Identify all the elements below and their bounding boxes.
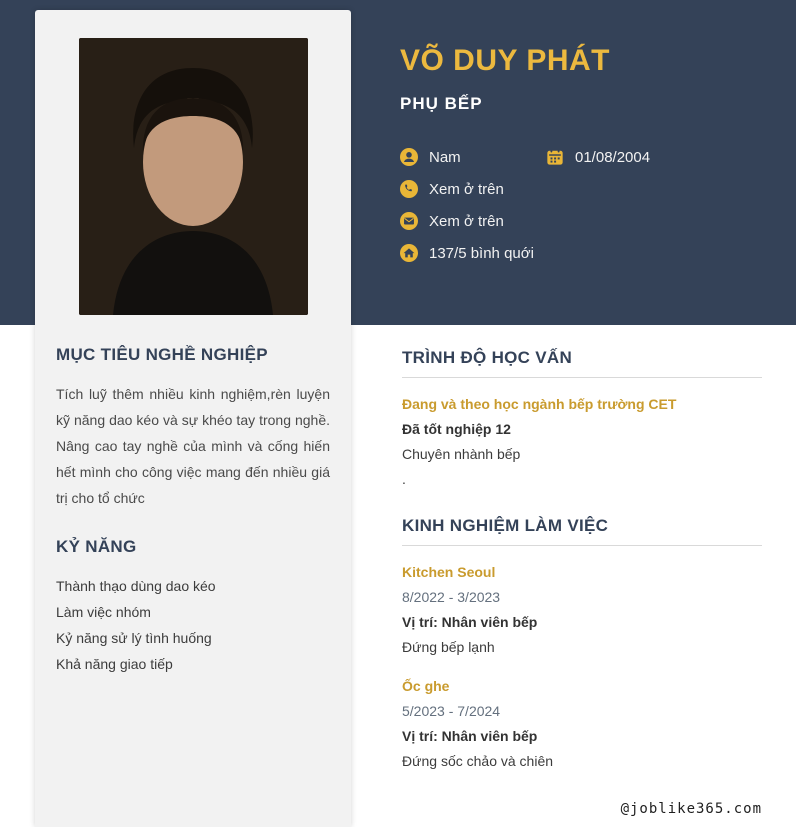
job-company: Kitchen Seoul [402,564,496,580]
job-position: Vị trí: Nhân viên bếp [402,614,538,630]
left-column-card [35,10,351,827]
contact-row [400,180,770,198]
job-description: Đứng bếp lạnh [402,639,495,655]
job-period: 5/2023 - 7/2024 [402,703,501,719]
skills-heading: KỶ NĂNG [56,537,137,556]
skill-item: Khả năng giao tiếp [56,656,173,672]
email-icon [400,212,418,230]
header-right [400,44,770,262]
experience-section [402,516,762,774]
skill-item: Làm việc nhóm [56,604,151,620]
contact-phone [400,180,504,198]
education-note: . [402,471,406,487]
contact-address [400,244,534,262]
person-job-title: PHỤ BẾP [400,94,483,113]
contact-row [400,148,770,166]
job-company: Ốc ghe [402,678,450,694]
contact-text: Xem ở trên [429,212,504,230]
skills-list [56,573,330,677]
education-school: Đang và theo học ngành bếp trường CET [402,396,677,412]
phone-icon [400,180,418,198]
job-description: Đứng sốc chảo và chiên [402,753,554,769]
contact-dob [546,148,650,166]
home-icon [400,244,418,262]
portrait-silhouette [79,38,308,315]
contact-text: Nam [429,148,461,166]
education-section [402,348,762,492]
user-icon [400,148,418,166]
contact-text: Xem ở trên [429,180,504,198]
job-entry [402,560,762,660]
contact-info [400,148,770,262]
skill-item: Thành thạo dùng dao kéo [56,578,216,594]
objective-text: Tích luỹ thêm nhiều kinh nghiệm,rèn luyện kỹ năng dao kéo và sự khéo tay trong nghề. Nâng cao tay nghề của mình và cống hiến hết mình cho công việc mang đến nhiều giá trị cho tổ chức [56,386,330,506]
contact-row [400,244,770,262]
objective-heading: MỤC TIÊU NGHỀ NGHIỆP [56,345,268,364]
watermark: @joblike365.com [620,801,762,817]
contact-text: 01/08/2004 [575,148,651,166]
contact-gender [400,148,546,166]
contact-text: 137/5 bình quới [429,244,534,262]
job-entry [402,674,762,774]
skill-item: Kỷ năng sử lý tình huống [56,630,212,646]
experience-heading: KINH NGHIỆM LÀM VIỆC [402,516,762,546]
education-heading: TRÌNH ĐỘ HỌC VẤN [402,348,762,378]
job-period: 8/2022 - 3/2023 [402,589,501,605]
education-major: Chuyên nhành bếp [402,446,521,462]
contact-row [400,212,770,230]
profile-photo [79,38,308,315]
contact-email [400,212,504,230]
left-body [35,315,351,677]
education-degree: Đã tốt nghiệp 12 [402,421,511,437]
person-name: VÕ DUY PHÁT [400,44,610,77]
right-column [402,348,762,788]
job-position: Vị trí: Nhân viên bếp [402,728,538,744]
calendar-icon [546,148,564,166]
